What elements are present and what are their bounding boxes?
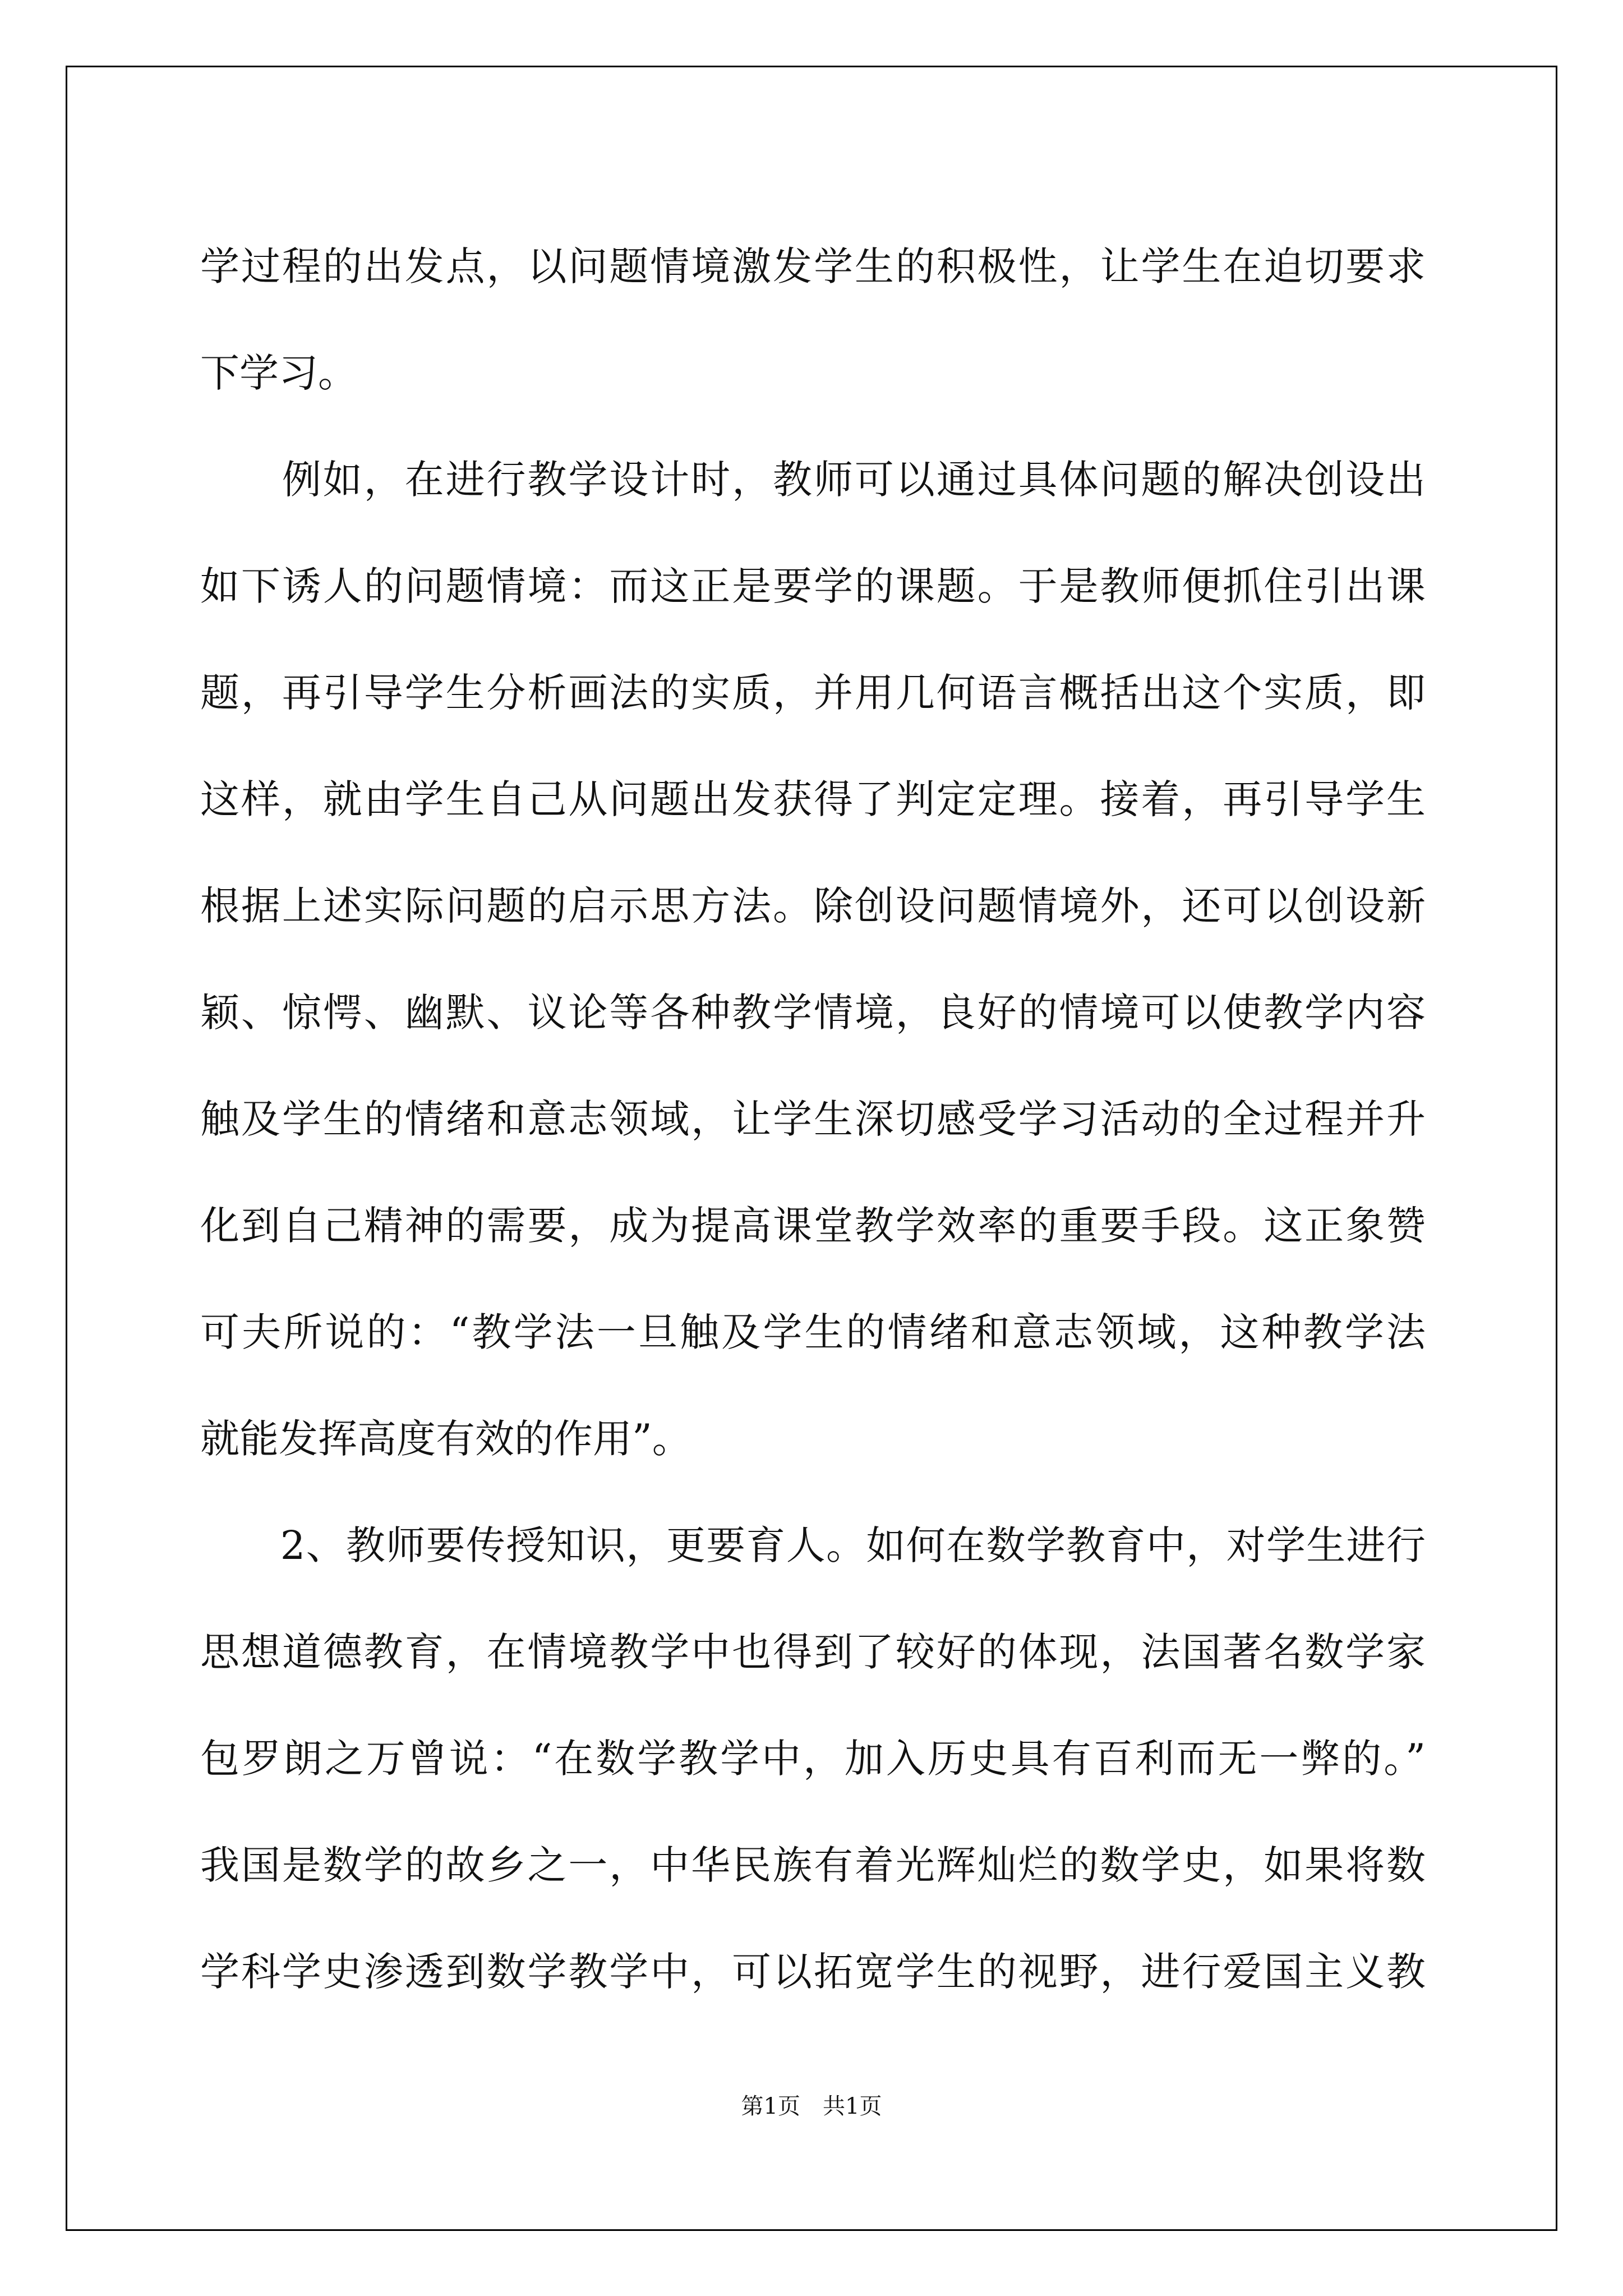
text-line: 包罗朗之万曾说：“在数学教学中，加入历史具有百利而无一弊的。” xyxy=(200,1736,1426,1782)
text-line: 化到自己精神的需要，成为提高课堂教学效率的重要手段。这正象赞 xyxy=(200,1203,1426,1249)
text-line: 2、教师要传授知识，更要育人。如何在数学教育中，对学生进行 xyxy=(200,1522,1426,1568)
text-line: 下学习。 xyxy=(200,350,357,396)
text-line: 可夫所说的：“教学法一旦触及学生的情绪和意志领域，这种教学法 xyxy=(200,1309,1426,1355)
text-line: 学过程的出发点，以问题情境激发学生的积极性，让学生在迫切要求 xyxy=(200,243,1426,289)
text-line: 颖、惊愕、幽默、议论等各种教学情境，良好的情境可以使教学内容 xyxy=(200,990,1426,1036)
text-line: 触及学生的情绪和意志领域，让学生深切感受学习活动的全过程并升 xyxy=(200,1096,1426,1142)
text-line: 思想道德教育，在情境教学中也得到了较好的体现，法国著名数学家 xyxy=(200,1629,1426,1675)
document-body xyxy=(200,213,1426,2025)
text-line: 例如，在进行教学设计时，教师可以通过具体问题的解决创设出 xyxy=(200,457,1426,503)
paragraph-1 xyxy=(200,213,1426,426)
text-line: 这样，就由学生自己从问题出发获得了判定定理。接着，再引导学生 xyxy=(200,776,1426,822)
text-line: 学科学史渗透到数学教学中，可以拓宽学生的视野，进行爱国主义教 xyxy=(200,1949,1426,1995)
text-line: 题，再引导学生分析画法的实质，并用几何语言概括出这个实质，即 xyxy=(200,670,1426,716)
text-line: 根据上述实际问题的启示思方法。除创设问题情境外，还可以创设新 xyxy=(200,883,1426,929)
paragraph-3 xyxy=(200,1492,1426,2025)
text-line: 就能发挥高度有效的作用”。 xyxy=(200,1416,691,1462)
page-footer: 第1页 共1页 xyxy=(741,2093,882,2119)
text-line: 如下诱人的问题情境：而这正是要学的课题。于是教师便抓住引出课 xyxy=(200,563,1426,609)
text-line: 我国是数学的故乡之一，中华民族有着光辉灿烂的数学史，如果将数 xyxy=(200,1842,1426,1888)
paragraph-2 xyxy=(200,426,1426,1492)
